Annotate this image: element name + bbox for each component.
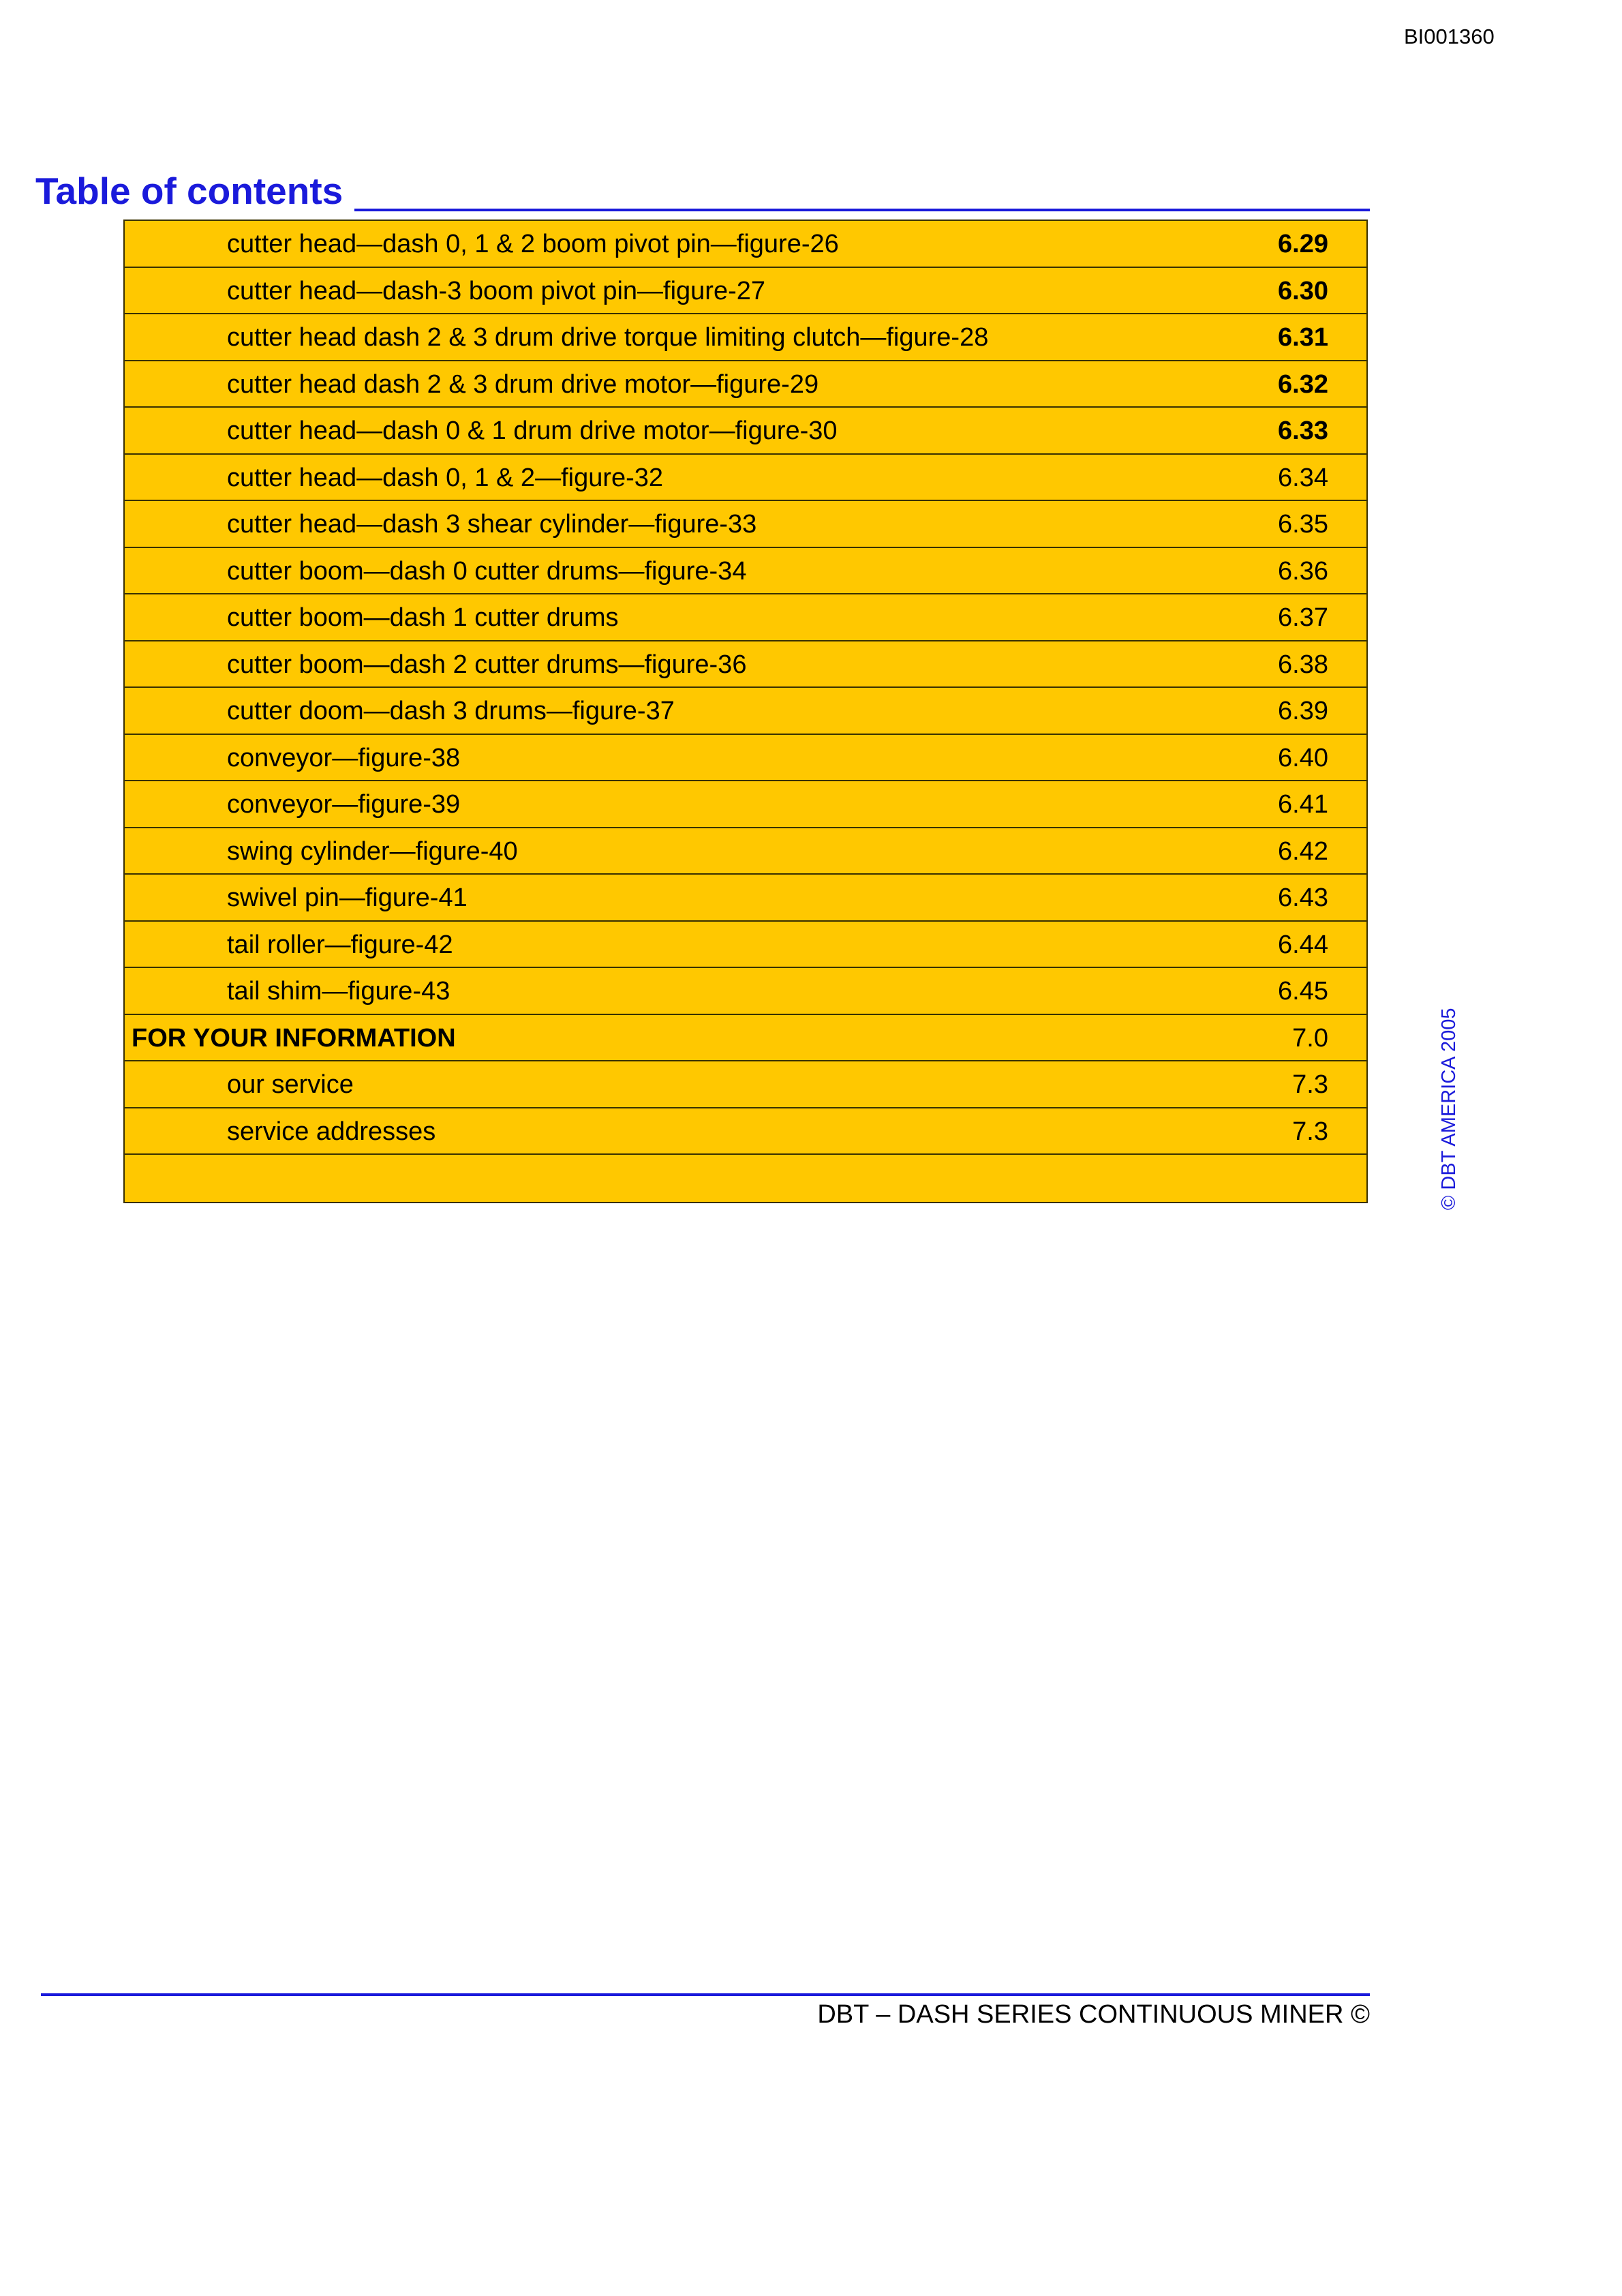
- toc-entry-row[interactable]: [125, 548, 1366, 595]
- toc-entry-label: tail roller—figure-42: [227, 930, 453, 959]
- page-title: Table of contents: [35, 170, 343, 212]
- toc-entry-page-number: 7.3: [1292, 1070, 1328, 1099]
- toc-entry-label: FOR YOUR INFORMATION: [132, 1023, 456, 1053]
- toc-entry-page-number: 6.40: [1278, 743, 1328, 772]
- toc-entry-page-number: 6.41: [1278, 790, 1328, 819]
- toc-entry-label: cutter head—dash 0 & 1 drum drive motor—figure-30: [227, 417, 838, 445]
- toc-entry-row[interactable]: [125, 688, 1366, 735]
- toc-entry-row[interactable]: [125, 641, 1366, 689]
- toc-entry-label: our service: [227, 1070, 354, 1099]
- toc-entry-row[interactable]: [125, 408, 1366, 455]
- toc-entry-label: cutter head—dash 3 shear cylinder—figure-33: [227, 510, 757, 539]
- toc-entry-page-number: 6.35: [1278, 510, 1328, 539]
- document-id: BI001360: [1404, 25, 1495, 48]
- toc-table: [123, 220, 1368, 1203]
- toc-entry-row[interactable]: [125, 1108, 1366, 1155]
- toc-entry-label: conveyor—figure-38: [227, 743, 461, 772]
- toc-entry-row[interactable]: [125, 455, 1366, 502]
- footer-rule: [41, 1993, 1370, 1996]
- toc-entry-label: cutter doom—dash 3 drums—figure-37: [227, 697, 675, 725]
- toc-entry-page-number: 6.30: [1278, 276, 1328, 305]
- toc-entry-label: cutter boom—dash 1 cutter drums: [227, 603, 619, 632]
- toc-entry-row[interactable]: [125, 221, 1366, 268]
- toc-section-row[interactable]: [125, 1015, 1366, 1062]
- side-copyright-text: © DBT AMERICA 2005: [1438, 1008, 1460, 1210]
- toc-entry-page-number: 6.37: [1278, 603, 1328, 632]
- toc-entry-label: cutter head—dash 0, 1 & 2 boom pivot pin—figure-26: [227, 230, 839, 258]
- toc-entry-row[interactable]: [125, 828, 1366, 875]
- toc-entry-page-number: 6.33: [1278, 417, 1328, 445]
- toc-entry-label: cutter boom—dash 2 cutter drums—figure-36: [227, 650, 747, 679]
- toc-entry-row[interactable]: [125, 922, 1366, 969]
- toc-entry-label: swing cylinder—figure-40: [227, 836, 518, 866]
- toc-entry-page-number: 6.39: [1278, 697, 1328, 725]
- toc-entry-label: service addresses: [227, 1117, 436, 1146]
- toc-entry-label: tail shim—figure-43: [227, 977, 450, 1006]
- toc-entry-row[interactable]: [125, 314, 1366, 361]
- toc-entry-row[interactable]: [125, 781, 1366, 828]
- footer-text: DBT – DASH SERIES CONTINUOUS MINER ©: [817, 2000, 1370, 2029]
- toc-entry-page-number: 6.44: [1278, 930, 1328, 959]
- toc-entry-label: cutter head—dash-3 boom pivot pin—figure-27: [227, 276, 766, 305]
- toc-entry-label: cutter head dash 2 & 3 drum drive motor—figure-29: [227, 369, 819, 399]
- toc-entry-row[interactable]: [125, 735, 1366, 782]
- toc-entry-page-number: 6.45: [1278, 977, 1328, 1006]
- toc-entry-row[interactable]: [125, 968, 1366, 1015]
- toc-entry-page-number: 6.32: [1278, 369, 1328, 399]
- toc-empty-row: [125, 1155, 1366, 1202]
- toc-entry-row[interactable]: [125, 1061, 1366, 1108]
- toc-entry-page-number: 7.3: [1292, 1117, 1328, 1146]
- toc-entry-page-number: 6.38: [1278, 650, 1328, 679]
- toc-entry-row[interactable]: [125, 501, 1366, 548]
- toc-entry-page-number: 6.34: [1278, 463, 1328, 492]
- toc-entry-label: cutter head—dash 0, 1 & 2—figure-32: [227, 463, 664, 492]
- toc-entry-page-number: 7.0: [1292, 1023, 1328, 1053]
- toc-entry-page-number: 6.36: [1278, 556, 1328, 586]
- toc-entry-row[interactable]: [125, 594, 1366, 641]
- toc-entry-label: swivel pin—figure-41: [227, 883, 468, 912]
- toc-entry-page-number: 6.42: [1278, 836, 1328, 866]
- heading-underline: [354, 209, 1370, 211]
- toc-entry-row[interactable]: [125, 875, 1366, 922]
- toc-entry-row[interactable]: [125, 268, 1366, 315]
- toc-entry-page-number: 6.31: [1278, 323, 1328, 352]
- toc-entry-row[interactable]: [125, 361, 1366, 408]
- toc-entry-label: cutter head dash 2 & 3 drum drive torque limiting clutch—figure-28: [227, 323, 989, 352]
- toc-entry-label: cutter boom—dash 0 cutter drums—figure-34: [227, 556, 747, 586]
- toc-entry-page-number: 6.43: [1278, 883, 1328, 912]
- toc-entry-page-number: 6.29: [1278, 230, 1328, 258]
- toc-entry-label: conveyor—figure-39: [227, 790, 461, 819]
